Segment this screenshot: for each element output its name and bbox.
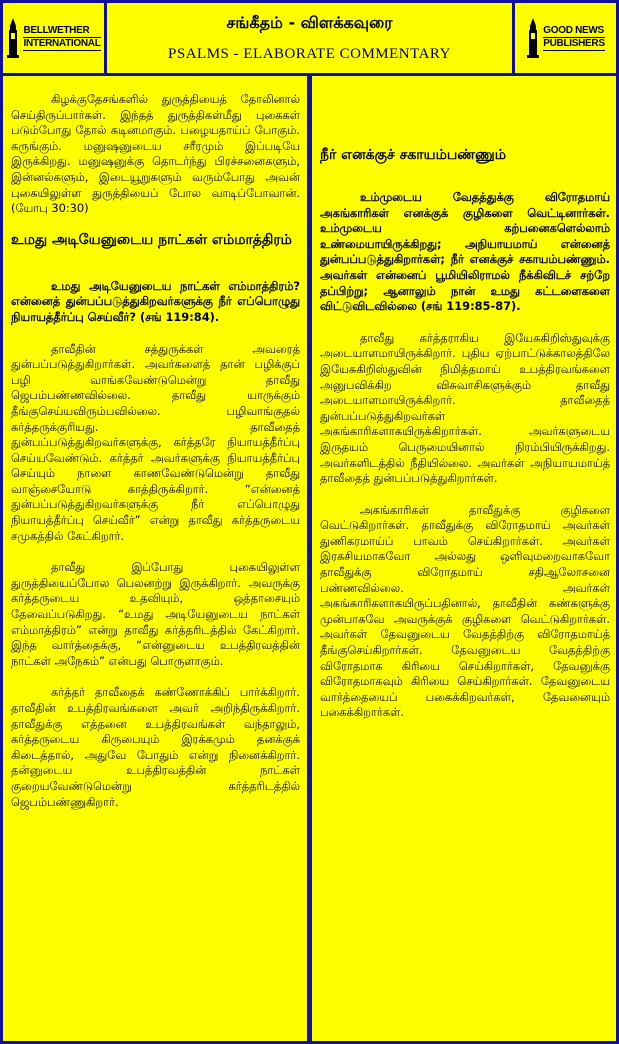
column-divider xyxy=(307,76,312,1044)
good-news-logo xyxy=(512,3,616,73)
left-column xyxy=(11,76,300,1041)
right-paragraph-2: தாவீது கர்த்தராகிய இயேசுகிறிஸ்துவுக்கு அடையாளமாயிருக்கிறார். புதிய ஏற்பாட்டுக்காலத்திலே இயேசுகிறிஸ்துவின் நிமித்தமாய் உபத்திரவங்களை அனுபவிக்கிற விசுவாசிகளுக்கும் தாவீது அடையாளமாயிருக்கிறார். தாவீதைத் துன்பப்படுத்துகிறவர்கள் அகங்காரிகளாகயிருக்கிறார்கள். அவர்களுடைய இருதயம் பெருமையினால் நிரம்பியிருக்கிறது. அவர்களிடத்தில் நீதியில்லை. அவர்கள் அநியாயமாய்த் தாவீதைத் துன்பப்படுத்துகிறார்கள். xyxy=(320,330,610,486)
right-verse-quote: உம்முடைய வேதத்துக்கு விரோதமாய் அகங்காரிகள் எனக்குக் குழிகளை வெட்டினார்கள். உம்முடைய கற்பனைகளெல்லாம் உண்மையாயிருக்கிறது; அநியாயமாய் என்னைத் துன்பப்படுத்துகிறார்கள்; நீர் எனக்குச் சகாயம்பண்ணும். அவர்கள் என்னைப் பூமியிலிராமல் நீக்கிவிடச் சற்றே தப்பிற்று; ஆனாலும் நான் உமது கட்டளைகளை விட்டுவிடவில்லை (சங் 119:85-87). xyxy=(320,190,610,314)
left-logo-line1: BELLWETHER xyxy=(23,25,100,38)
title-english: PSALMS - ELABORATE COMMENTARY xyxy=(168,46,451,62)
left-verse-quote: உமது அடியேனுடைய நாட்கள் எம்மாத்திரம்? என்னைத் துன்பப்படுத்துகிறவர்களுக்கு நீர் எப்பொழுது நியாயத்தீர்ப்பு செய்வீர்? (சங் 119:84). xyxy=(11,278,300,324)
right-section-heading: நீர் எனக்குச் சகாயம்பண்ணும் xyxy=(320,147,507,163)
title-tamil: சங்கீதம் - விளக்கவுரை xyxy=(226,13,393,32)
title-block xyxy=(107,3,512,73)
right-paragraph-3: அகங்காரிகள் தாவீதுக்கு குழிகளை வெட்டுகிறார்கள். தாவீதுக்கு விரோதமாய் அவர்கள் துணிகரமாய்ப் பாவம் செய்கிறார்கள். அவர்கள் இரகசியமாகவோ அல்லது ஒளிவுமறைவாகவோ தாவீதுக்கு விரோதமாய் சதிஆலோசனை பண்ணவில்லை. அவர்கள் அகங்காரிகளாகயிருப்பதினால், தாவீதின் கண்களுக்கு முன்பாகவே அவருக்குக் குழிகளை வெட்டுகிறார்கள். அவர்கள் தேவனுடைய வேதத்திற்கு விரோதமாய்த் தீங்குசெய்கிறார்கள். தேவனுடைய வேதத்திற்கு விரோதமாக கிரியை செய்கிறார்கள், தேவனுக்கு விரோதமாகவும் கிரியை செய்கிறார்கள். தேவனுடைய வார்த்தையைப் பகைக்கிறவர்கள், தேவனையும் பகைக்கிறார்கள். xyxy=(320,502,610,720)
tower-icon xyxy=(526,18,540,58)
right-logo-line2: PUBLISHERS xyxy=(543,38,605,49)
left-paragraph-3: தாவீதின் சத்துருக்கள் அவரைத் துன்பப்படுத்துகிறார்கள். அவர்களைத் தான் பழிக்குப் பழி வாங்கவேண்டுமென்று தாவீது ஜெபம்பண்ணவில்லை. தாவீது யாருக்கும் தீங்குசெய்யவிரும்பவில்லை. பழிவாங்குதல் கர்த்தருக்குரியது. தாவீதைத் துன்பப்படுத்துகிறவர்களுக்கு, கர்த்தரே நியாயத்தீர்ப்பு செய்யவேண்டும். கர்த்தர் அவர்களுக்கு நியாயத்தீர்ப்பு செய்யும் நாளை காணவேண்டுமென்று தாவீது வாஞ்சையோடு காத்திருக்கிறார். “என்னைத் துன்பப்படுத்துகிறவர்களுக்கு நீர் எப்பொழுது நியாயத்தீர்ப்பு செய்வீர்” என்று தாவீது கர்த்தருடைய சமுகத்தில் கேட்கிறார். xyxy=(11,341,300,543)
right-logo-line1: GOOD NEWS xyxy=(543,25,604,36)
left-paragraph-5: கர்த்தர் தாவீதைக் கண்ணோக்கிப் பார்க்கிறார். தாவீதின் உபத்திரவங்களை அவர் அறிந்திருக்கிறார். தாவீதுக்கு எத்தனை உபத்திரவங்கள் வந்தாலும், கர்த்தருடைய கிருபையும் இரக்கமும் தனக்குக் கிடைத்தால், அதுவே போதும் என்று நினைக்கிறார். தன்னுடைய உபத்திரவத்தின் நாட்கள் குறையவேண்டுமென்று கர்த்தரிடத்தில் ஜெபம்பண்ணுகிறார். xyxy=(11,685,300,809)
left-logo-line2: INTERNATIONAL xyxy=(23,38,101,49)
page-header xyxy=(3,3,616,76)
left-paragraph-1: கிழக்குதேசங்களில் துருத்தியைத் தோலினால் செய்திருப்பார்கள். இந்தத் துருத்திகள்மீது புகைகள் படும்போது தோல் கடினமாகும். பழையதாய்ப் போகும். சுருங்கும். மனுஷனுடைய சரீரமும் இப்படியே இருக்கிறது. மனுஷனுக்கு தொடர்ந்து பிரச்சனைகளும், இன்னல்களும், இடையூறுகளும் வரும்போது அவன் புகையிலுள்ள துருத்தியைப் போல வாடிப்போவான். (யோபு 30:30) xyxy=(11,92,300,216)
left-section-heading: உமது அடியேனுடைய நாட்கள் எம்மாத்திரம் xyxy=(11,231,292,248)
bell-tower-icon xyxy=(6,18,20,58)
bellwether-logo xyxy=(3,3,107,73)
right-column xyxy=(320,76,610,1041)
left-paragraph-4: தாவீது இப்போது புகையிலுள்ள துருத்தியைப்போல பெலனற்று இருக்கிறார். அவருக்கு கர்த்தருடைய உதவியும், ஒத்தாசையும் தேவைப்படுகிறது. “உமது அடியேனுடைய நாட்கள் எம்மாத்திரம்” என்று தாவீது கர்த்தரிடத்தில் கேட்கிறார். இந்த வார்த்தைக்கு, “என்னுடைய உபத்திரவத்தின் நாட்கள் அநேகம்” என்பது பொருளாகும். xyxy=(11,560,300,668)
